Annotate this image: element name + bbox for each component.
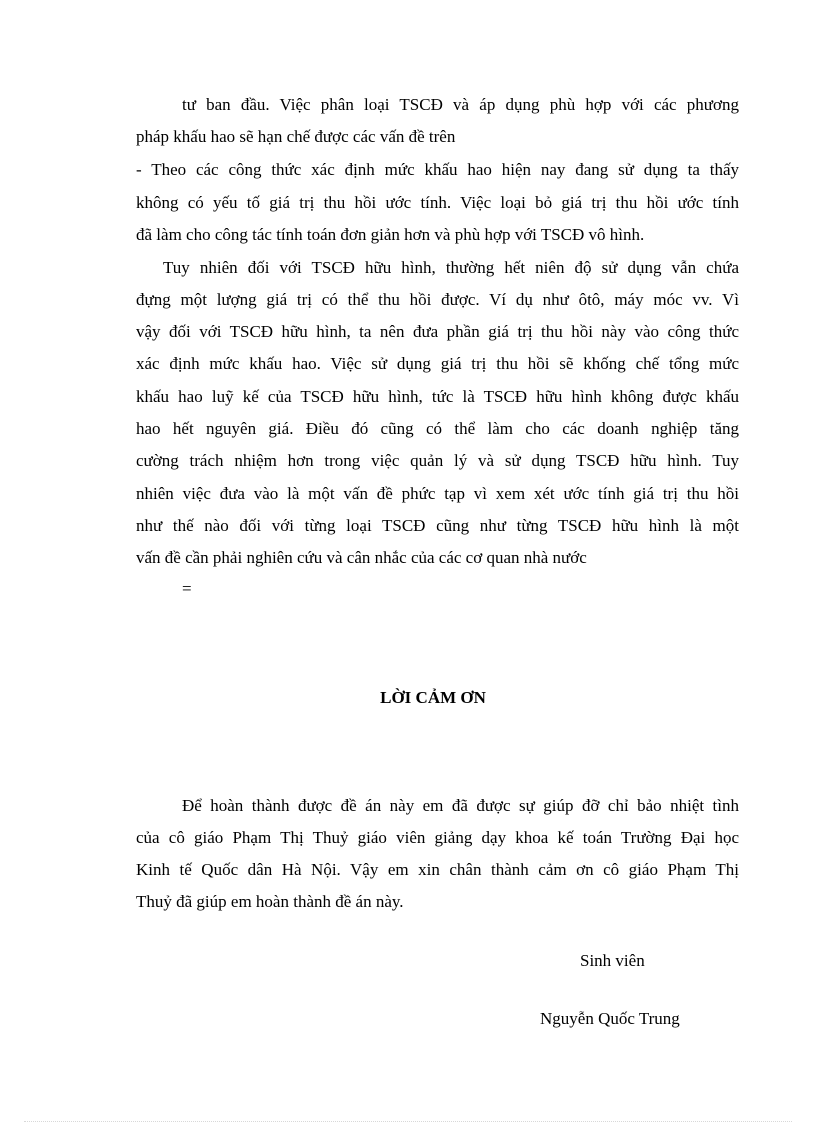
body-line: pháp khấu hao sẽ hạn chế được các vấn đề trên xyxy=(136,127,456,146)
body-line: hao hết nguyên giá. Điều đó cũng có thể làm cho các doanh nghiệp tăng xyxy=(136,419,739,438)
body-line: nhiên việc đưa vào là một vấn đề phức tạp vì xem xét ước tính giá trị thu hồi xyxy=(136,484,739,503)
signature-name: Nguyễn Quốc Trung xyxy=(540,1009,680,1028)
equals-mark: = xyxy=(182,579,192,598)
thanks-line: của cô giáo Phạm Thị Thuỷ giáo viên giảng dạy khoa kế toán Trường Đại học xyxy=(136,828,739,847)
body-line: xác định mức khấu hao. Việc sử dụng giá trị thu hồi sẽ khống chế tổng mức xyxy=(136,354,739,373)
body-line: vậy đối với TSCĐ hữu hình, ta nên đưa phần giá trị thu hồi này vào công thức xyxy=(136,322,739,341)
body-line: tư ban đầu. Việc phân loại TSCĐ và áp dụng phù hợp với các phương xyxy=(182,95,739,114)
body-line: khấu hao luỹ kế của TSCĐ hữu hình, tức là TSCĐ hữu hình không được khấu xyxy=(136,387,739,406)
signature-role: Sinh viên xyxy=(580,951,645,970)
thanks-line: Thuỷ đã giúp em hoàn thành đề án này. xyxy=(136,892,404,911)
thanks-line: Kinh tế Quốc dân Hà Nội. Vậy em xin chân thành cảm ơn cô giáo Phạm Thị xyxy=(136,860,739,879)
page-bottom-divider xyxy=(24,1121,792,1122)
body-line: Tuy nhiên đối với TSCĐ hữu hình, thường hết niên độ sử dụng vẫn chứa xyxy=(163,258,739,277)
thanks-line: Để hoàn thành được đề án này em đã được sự giúp đỡ chỉ bảo nhiệt tình xyxy=(182,796,739,815)
body-line: đã làm cho công tác tính toán đơn giản hơn và phù hợp với TSCĐ vô hình. xyxy=(136,225,645,244)
body-line: không có yếu tố giá trị thu hồi ước tính. Việc loại bỏ giá trị thu hồi ước tính xyxy=(136,193,739,212)
body-line: cường trách nhiệm hơn trong việc quản lý và sử dụng TSCĐ hữu hình. Tuy xyxy=(136,451,739,470)
body-line: đựng một lượng giá trị có thể thu hồi được. Ví dụ như ôtô, máy móc vv. Vì xyxy=(136,290,739,309)
body-line: - Theo các công thức xác định mức khấu hao hiện nay đang sử dụng ta thấy xyxy=(136,160,739,179)
body-line: như thế nào đối với từng loại TSCĐ cũng như từng TSCĐ hữu hình là một xyxy=(136,516,739,535)
body-line: vấn đề cần phải nghiên cứu và cân nhắc của các cơ quan nhà nước xyxy=(136,548,587,567)
acknowledgement-heading: LỜI CẢM ƠN xyxy=(380,688,486,707)
